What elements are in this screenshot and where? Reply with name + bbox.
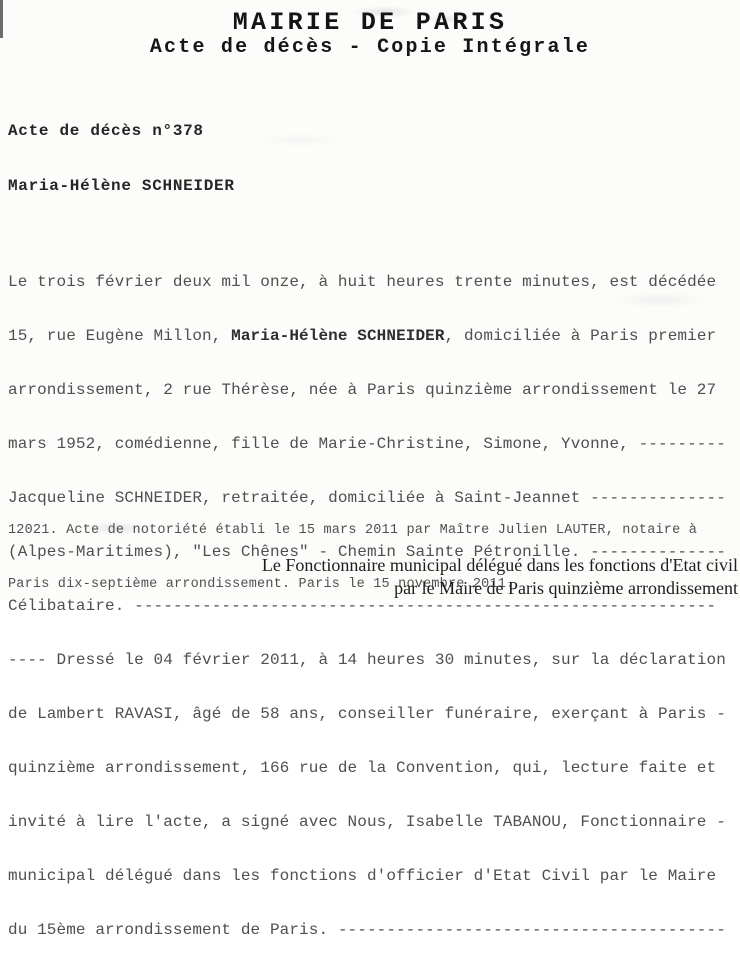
body-text: (Alpes-Maritimes), "Les Chênes" - Chemin Sainte Pétronille. --------------: [8, 543, 726, 561]
document-subtitle: Acte de décès - Copie Intégrale: [149, 36, 591, 59]
act-number: Acte de décès n°378: [8, 122, 204, 140]
body-line: [8, 705, 726, 723]
body-text: Célibataire. ------------------------------------------------------------: [8, 597, 717, 615]
body-line: [8, 813, 726, 831]
body-text: municipal délégué dans les fonctions d'officier d'Etat Civil par le Maire: [8, 867, 717, 885]
deceased-name-inline: Maria-Hélène SCHNEIDER: [231, 327, 445, 345]
body-text: mars 1952, comédienne, fille de Marie-Christine, Simone, Yvonne, ---------: [8, 435, 726, 453]
body-text: de Lambert RAVASI, âgé de 58 ans, conseiller funéraire, exerçant à Paris -: [8, 705, 726, 723]
body-text: 15, rue Eugène Millon,: [8, 327, 232, 345]
body-text: ---- Dressé le 04 février 2011, à 14 heures 30 minutes, sur la déclaration: [8, 651, 726, 669]
notary-note-line: Paris dix-septième arrondissement. Paris le 15 novembre 2011.: [8, 577, 515, 592]
body-text: arrondissement, 2 rue Thérèse, née à Paris quinzième arrondissement le 27: [8, 381, 717, 399]
body-line: [8, 273, 726, 291]
body-line: [8, 867, 726, 885]
body-text: du 15ème arrondissement de Paris. ----------------------------------------: [8, 921, 726, 939]
body-line: [8, 327, 726, 345]
signature-block: [0, 554, 738, 600]
notary-note-line: 12021. Acte de notoriété établi le 15 mars 2011 par Maître Julien LAUTER, notaire à: [8, 523, 698, 538]
signature-line: par le Maire de Paris quinzième arrondissement: [394, 578, 738, 598]
signature-line: Le Fonctionnaire municipal délégué dans les fonctions d'Etat civil: [261, 555, 738, 575]
document-title: MAIRIE DE PARIS: [232, 8, 508, 37]
body-line: [8, 651, 726, 669]
body-text: invité à lire l'acte, a signé avec Nous, Isabelle TABANOU, Fonctionnaire -: [8, 813, 726, 831]
body-text: quinzième arrondissement, 166 rue de la Convention, qui, lecture faite et: [8, 759, 717, 777]
body-line: [8, 921, 726, 939]
body-line: [8, 759, 726, 777]
body-text: Le trois février deux mil onze, à huit heures trente minutes, est décédée: [8, 273, 717, 291]
body-line: [8, 381, 726, 399]
body-text: , domiciliée à Paris premier: [444, 327, 717, 345]
deceased-name: Maria-Hélène SCHNEIDER: [8, 177, 235, 195]
body-text: Jacqueline SCHNEIDER, retraitée, domiciliée à Saint-Jeannet --------------: [8, 489, 726, 507]
body-line: [8, 435, 726, 453]
